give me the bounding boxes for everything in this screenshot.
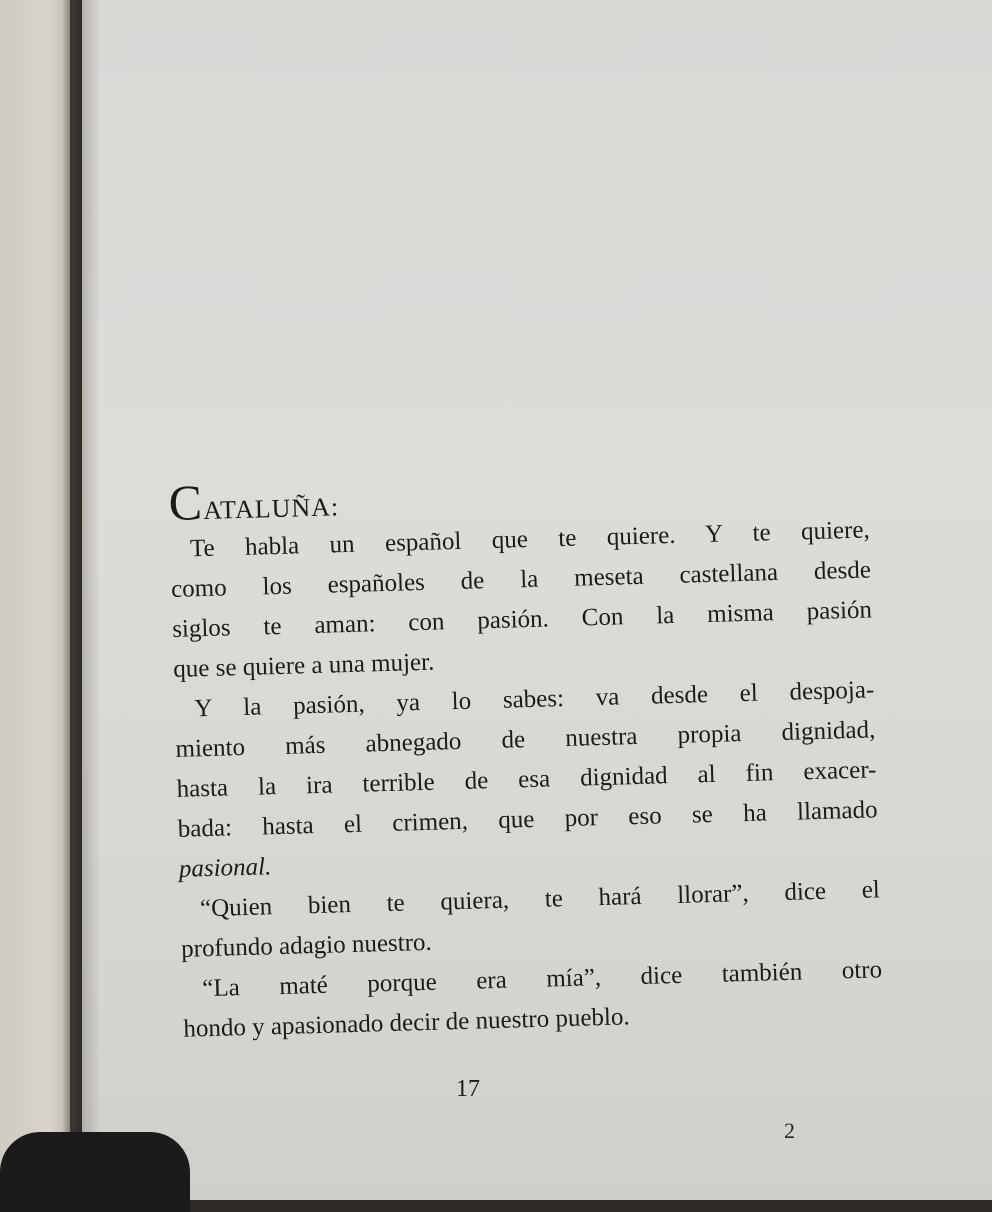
page-text	[168, 458, 884, 1049]
text-line: hondo y apasionado decir de nuestro pueblo.	[183, 1003, 631, 1043]
book-gutter-shadow	[62, 0, 82, 1200]
text-line: que se quiere a una mujer.	[172, 648, 435, 683]
heading-rest: ATALUÑA:	[202, 492, 340, 526]
heading-initial: C	[167, 474, 204, 531]
text-line: profundo adagio nuestro.	[180, 928, 433, 963]
text-line: pasional.	[178, 853, 272, 883]
text-line: “Quien bien te quiera, te hará llorar”, dice el	[199, 876, 881, 923]
corner-mark: 2	[784, 1118, 795, 1143]
dark-object-foreground	[0, 1132, 190, 1212]
text-line: siglos te aman: con pasión. Con la misma pasión	[171, 596, 873, 643]
page-number: 17	[456, 1076, 480, 1102]
text-line: miento más abnegado de nuestra propia dignidad,	[175, 716, 876, 763]
previous-page-edge	[0, 0, 70, 1200]
paragraph-2	[174, 670, 879, 889]
text-line: como los españoles de la meseta castellana desde	[170, 556, 872, 603]
text-line: bada: hasta el crimen, que por eso se ha llamado	[177, 796, 878, 843]
paragraph-1	[169, 510, 873, 689]
page-edge-shadow	[82, 0, 100, 1200]
text-line: Te habla un español que te quiere. Y te quiere,	[189, 516, 871, 563]
text-line: Y la pasión, ya lo sabes: va desde el despoja-	[194, 676, 875, 723]
text-line: hasta la ira terrible de esa dignidad al fin exacer-	[176, 756, 877, 803]
text-line: “La maté porque era mía”, dice también otro	[201, 956, 883, 1003]
